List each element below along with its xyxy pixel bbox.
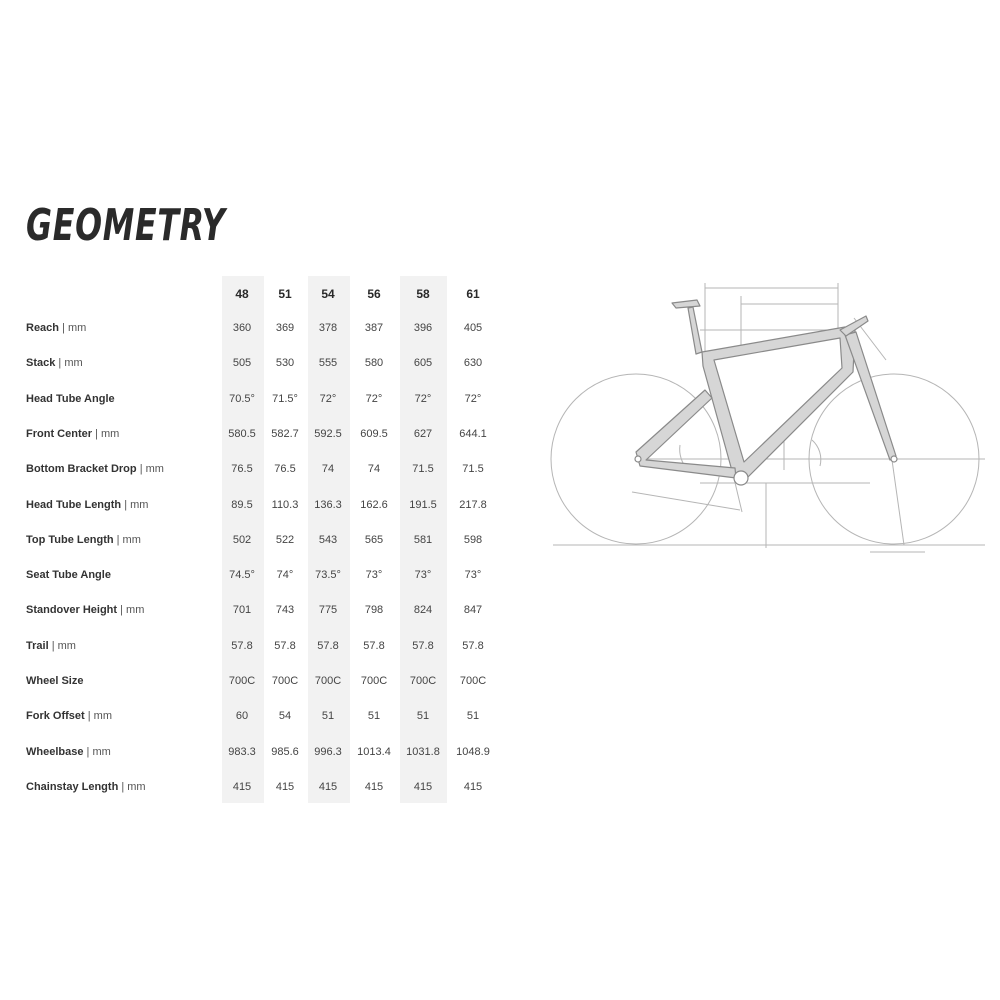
table-cell: 1013.4: [357, 745, 391, 758]
table-cell: 985.6: [271, 745, 299, 758]
table-cell: 217.8: [459, 498, 487, 511]
size-header-58: 58: [416, 287, 430, 301]
table-cell: 700C: [314, 675, 342, 687]
table-cell: 580: [364, 357, 384, 370]
table-cell: 51: [321, 710, 335, 723]
row-name: Standover Height: [26, 604, 118, 617]
table-cell: 405: [463, 322, 483, 334]
table-cell: 71.5: [412, 463, 434, 476]
row-name: Fork Offset: [26, 710, 85, 723]
table-cell: 360: [232, 322, 252, 334]
table-cell: 70.5°: [229, 392, 255, 405]
table-cell: 701: [232, 604, 252, 617]
table-cell: 630: [463, 357, 483, 370]
table-cell: 700C: [228, 675, 256, 687]
table-cell: 51: [466, 710, 480, 723]
size-header-48: 48: [235, 287, 249, 301]
table-cell: 57.8: [462, 639, 484, 652]
table-cell: 555: [318, 357, 338, 370]
row-unit: | mm: [86, 745, 111, 758]
table-cell: 580.5: [228, 427, 256, 440]
size-header-56: 56: [367, 287, 381, 301]
table-cell: 57.8: [231, 639, 253, 652]
table-cell: 73.5°: [315, 569, 341, 582]
row-label: [26, 675, 83, 687]
table-cell: 565: [364, 533, 384, 546]
row-name: Front Center: [26, 427, 92, 440]
table-cell: 57.8: [317, 639, 339, 652]
row-label: [26, 393, 115, 405]
table-cell: 369: [275, 322, 295, 334]
row-unit: | mm: [121, 780, 146, 793]
row-unit: | mm: [120, 604, 145, 617]
table-cell: 51: [416, 710, 430, 723]
table-cell: 592.5: [314, 427, 342, 440]
table-cell: 74.5°: [229, 569, 255, 582]
table-cell: 415: [364, 780, 384, 793]
row-name: Head Tube Angle: [26, 392, 115, 405]
table-cell: 57.8: [274, 639, 296, 652]
table-cell: 89.5: [231, 498, 253, 511]
row-unit: | mm: [62, 322, 87, 334]
table-cell: 191.5: [409, 498, 437, 511]
table-cell: 700C: [360, 675, 388, 687]
table-cell: 72°: [464, 392, 482, 405]
table-cell: 57.8: [363, 639, 385, 652]
row-unit: | mm: [51, 639, 76, 652]
table-cell: 76.5: [231, 463, 253, 476]
size-header-51: 51: [278, 287, 292, 301]
table-cell: 522: [275, 533, 295, 546]
table-cell: 582.7: [271, 427, 299, 440]
row-label: [26, 357, 83, 369]
table-cell: 54: [278, 710, 292, 723]
table-cell: 110.3: [271, 498, 299, 511]
bottom-bracket: [734, 471, 748, 485]
table-cell: 605: [413, 357, 433, 370]
row-name: Wheelbase: [26, 745, 84, 758]
table-cell: 530: [275, 357, 295, 370]
table-cell: 76.5: [274, 463, 296, 476]
row-label: [26, 710, 112, 722]
geometry-title: GEOMETRY: [26, 200, 226, 251]
table-cell: 51: [367, 710, 381, 723]
row-name: Trail: [26, 639, 49, 652]
table-cell: 798: [364, 604, 384, 617]
row-label: [26, 604, 144, 616]
row-name: Seat Tube Angle: [26, 569, 111, 582]
row-label: [26, 322, 86, 334]
table-cell: 775: [318, 604, 338, 617]
bike-geometry-diagram: [548, 283, 988, 555]
table-cell: 136.3: [314, 498, 342, 511]
table-cell: 1031.8: [406, 745, 440, 758]
row-label: [26, 640, 76, 652]
size-header-61: 61: [466, 287, 480, 301]
table-cell: 581: [413, 533, 433, 546]
row-name: Reach: [26, 322, 60, 334]
row-unit: | mm: [124, 498, 149, 511]
table-cell: 983.3: [228, 745, 256, 758]
row-label: [26, 463, 164, 475]
row-unit: | mm: [95, 427, 120, 440]
row-unit: | mm: [87, 710, 112, 723]
table-cell: 74°: [276, 569, 294, 582]
bike-frame: [636, 300, 896, 478]
table-cell: 505: [232, 357, 252, 370]
row-name: Head Tube Length: [26, 498, 122, 511]
row-name: Wheel Size: [26, 675, 84, 687]
table-cell: 609.5: [360, 427, 388, 440]
table-cell: 415: [463, 780, 483, 793]
row-label: [26, 428, 119, 440]
table-cell: 543: [318, 533, 338, 546]
row-unit: | mm: [58, 357, 83, 370]
table-cell: 73°: [464, 569, 482, 582]
table-cell: 60: [235, 710, 249, 723]
table-cell: 415: [275, 780, 295, 793]
row-unit: | mm: [116, 533, 141, 546]
table-cell: 387: [364, 322, 384, 334]
row-unit: | mm: [139, 463, 164, 476]
table-cell: 72°: [319, 392, 337, 405]
row-name: Chainstay Length: [26, 780, 119, 793]
table-cell: 74: [321, 463, 335, 476]
table-cell: 72°: [414, 392, 432, 405]
size-header-54: 54: [321, 287, 335, 301]
table-cell: 700C: [271, 675, 299, 687]
table-cell: 700C: [459, 675, 487, 687]
front-axle: [891, 456, 897, 462]
rear-axle: [635, 456, 641, 462]
table-cell: 824: [413, 604, 433, 617]
table-cell: 74: [367, 463, 381, 476]
row-label: [26, 746, 111, 758]
table-cell: 1048.9: [456, 745, 490, 758]
table-cell: 162.6: [360, 498, 388, 511]
row-name: Stack: [26, 357, 56, 370]
row-label: [26, 499, 148, 511]
table-cell: 73°: [414, 569, 432, 582]
table-cell: 743: [275, 604, 295, 617]
table-cell: 700C: [409, 675, 437, 687]
row-name: Top Tube Length: [26, 533, 114, 546]
table-cell: 598: [463, 533, 483, 546]
table-cell: 996.3: [314, 745, 342, 758]
row-label: [26, 781, 146, 793]
table-cell: 378: [318, 322, 338, 334]
table-cell: 72°: [365, 392, 383, 405]
table-cell: 644.1: [459, 427, 487, 440]
table-cell: 71.5: [462, 463, 484, 476]
table-cell: 627: [413, 427, 433, 440]
table-cell: 847: [463, 604, 483, 617]
table-cell: 396: [413, 322, 433, 334]
table-cell: 502: [232, 533, 252, 546]
table-cell: 73°: [365, 569, 383, 582]
table-cell: 415: [318, 780, 338, 793]
table-cell: 71.5°: [272, 392, 298, 405]
row-label: [26, 569, 111, 581]
table-cell: 415: [232, 780, 252, 793]
table-cell: 57.8: [412, 639, 434, 652]
row-label: [26, 534, 141, 546]
row-name: Bottom Bracket Drop: [26, 463, 137, 476]
table-cell: 415: [413, 780, 433, 793]
